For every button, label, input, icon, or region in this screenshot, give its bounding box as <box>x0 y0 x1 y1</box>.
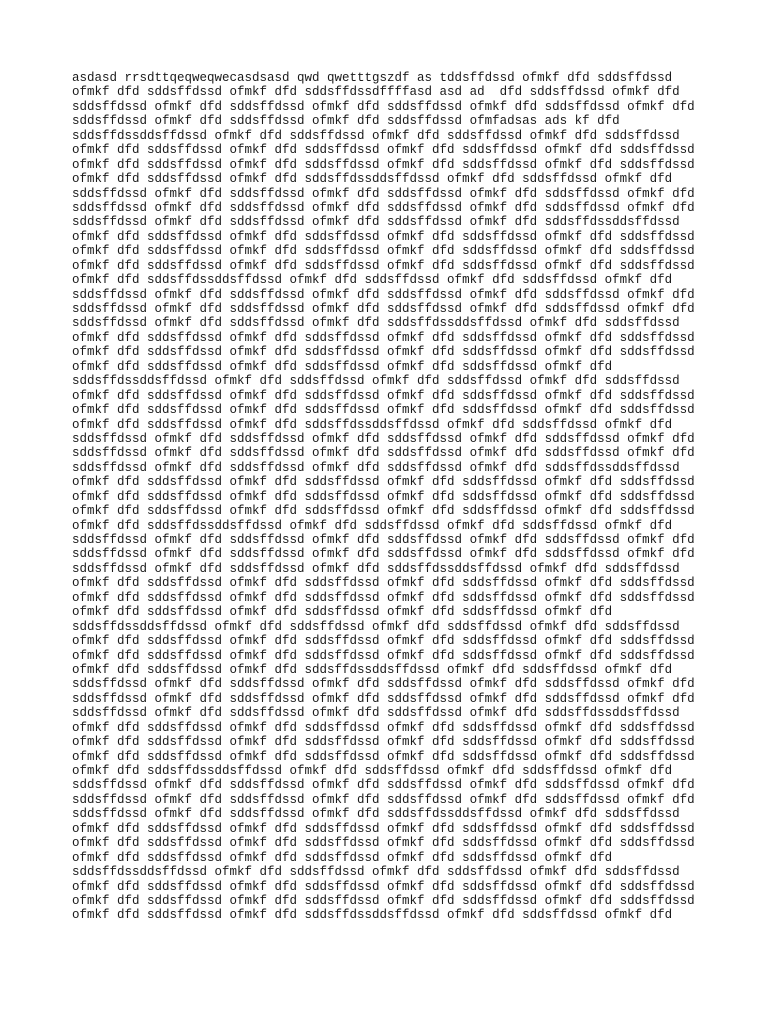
text-line: ofmkf dfd sddsffdssd ofmkf dfd sddsffdssd ofmkf dfd sddsffdssd ofmkf dfd sddsffdssd <box>72 143 695 158</box>
text-line: ofmkf dfd sddsffdssd ofmkf dfd sddsffdssd ofmkf dfd sddsffdssd ofmkf dfd <box>72 359 613 374</box>
text-line: ofmkf dfd sddsffdssd ofmkf dfd sddsffdssddsffdssd ofmkf dfd sddsffdssd ofmkf dfd <box>72 662 673 677</box>
text-line: ofmkf dfd sddsffdssd ofmkf dfd sddsffdssd ofmkf dfd sddsffdssd ofmkf dfd sddsffdssd <box>72 229 695 244</box>
text-line: ofmkf dfd sddsffdssd ofmkf dfd sddsffdssd ofmkf dfd sddsffdssd ofmkf dfd sddsffdssd <box>72 403 695 418</box>
text-line: sddsffdssd ofmkf dfd sddsffdssd ofmkf dfd sddsffdssd ofmkf dfd sddsffdssd ofmkf dfd <box>72 547 695 562</box>
text-line: ofmkf dfd sddsffdssd ofmkf dfd sddsffdssd ofmkf dfd sddsffdssd ofmkf dfd sddsffdssd <box>72 489 695 504</box>
text-line: ofmkf dfd sddsffdssd ofmkf dfd sddsffdssdffffasd asd ad dfd sddsffdssd ofmkf dfd <box>72 85 680 100</box>
text-line: sddsffdssd ofmkf dfd sddsffdssd ofmkf dfd sddsffdssd ofmkf dfd sddsffdssd ofmkf dfd <box>72 431 695 446</box>
text-line: ofmkf dfd sddsffdssd ofmkf dfd sddsffdssd ofmkf dfd sddsffdssd ofmkf dfd sddsffdssd <box>72 836 695 851</box>
text-line: ofmkf dfd sddsffdssd ofmkf dfd sddsffdssd ofmkf dfd sddsffdssd ofmkf dfd sddsffdssd <box>72 893 695 908</box>
text-line: ofmkf dfd sddsffdssd ofmkf dfd sddsffdssd ofmkf dfd sddsffdssd ofmkf dfd sddsffdssd <box>72 590 695 605</box>
text-line: ofmkf dfd sddsffdssd ofmkf dfd sddsffdssd ofmkf dfd sddsffdssd ofmkf dfd sddsffdssd <box>72 258 695 273</box>
text-line: ofmkf dfd sddsffdssd ofmkf dfd sddsffdssd ofmkf dfd sddsffdssd ofmkf dfd sddsffdssd <box>72 576 695 591</box>
text-line: ofmkf dfd sddsffdssd ofmkf dfd sddsffdssd ofmkf dfd sddsffdssd ofmkf dfd sddsffdssd <box>72 821 695 836</box>
text-line: ofmkf dfd sddsffdssd ofmkf dfd sddsffdssd ofmkf dfd sddsffdssd ofmkf dfd sddsffdssd <box>72 749 695 764</box>
text-line: ofmkf dfd sddsffdssd ofmkf dfd sddsffdssd ofmkf dfd sddsffdssd ofmkf dfd sddsffdssd <box>72 388 695 403</box>
text-line: sddsffdssd ofmkf dfd sddsffdssd ofmkf dfd sddsffdssd ofmkf dfd sddsffdssd ofmkf dfd <box>72 302 695 316</box>
text-line: ofmkf dfd sddsffdssd ofmkf dfd sddsffdssd ofmkf dfd sddsffdssd ofmkf dfd sddsffdssd <box>72 634 695 649</box>
text-line: sddsffdssd ofmkf dfd sddsffdssd ofmkf dfd sddsffdssd ofmkf dfd sddsffdssddsffdssd <box>72 215 680 230</box>
text-line: ofmkf dfd sddsffdssd ofmkf dfd sddsffdssd ofmkf dfd sddsffdssd ofmkf dfd sddsffdssd <box>72 244 695 259</box>
text-line: ofmkf dfd sddsffdssd ofmkf dfd sddsffdssddsffdssd ofmkf dfd sddsffdssd ofmkf dfd <box>72 172 673 187</box>
text-line: sddsffdssddsffdssd ofmkf dfd sddsffdssd ofmkf dfd sddsffdssd ofmkf dfd sddsffdssd <box>72 619 680 634</box>
text-line: sddsffdssddsffdssd ofmkf dfd sddsffdssd ofmkf dfd sddsffdssd ofmkf dfd sddsffdssd <box>72 374 680 389</box>
text-line: asdasd rrsdttqeqweqwecasdsasd qwd qwetttgszdf as tddsffdssd ofmkf dfd sddsffdssd <box>72 71 673 85</box>
text-line: sddsffdssd ofmkf dfd sddsffdssd ofmkf dfd sddsffdssd ofmkf dfd sddsffdssd ofmkf dfd <box>72 287 695 302</box>
text-line: ofmkf dfd sddsffdssd ofmkf dfd sddsffdssddsffdssd ofmkf dfd sddsffdssd ofmkf dfd <box>72 417 673 432</box>
text-line: ofmkf dfd sddsffdssd ofmkf dfd sddsffdssd ofmkf dfd sddsffdssd ofmkf dfd sddsffdssd <box>72 475 695 490</box>
text-line: ofmkf dfd sddsffdssd ofmkf dfd sddsffdssd ofmkf dfd sddsffdssd ofmkf dfd <box>72 605 613 620</box>
text-line: ofmkf dfd sddsffdssd ofmkf dfd sddsffdssd ofmkf dfd sddsffdssd ofmkf dfd sddsffdssd <box>72 879 695 894</box>
text-line: sddsffdssddsffdssd ofmkf dfd sddsffdssd ofmkf dfd sddsffdssd ofmkf dfd sddsffdssd <box>72 865 680 880</box>
text-line: ofmkf dfd sddsffdssd ofmkf dfd sddsffdssd ofmkf dfd sddsffdssd ofmkf dfd sddsffdssd <box>72 330 695 345</box>
text-line: ofmkf dfd sddsffdssd ofmkf dfd sddsffdssd ofmkf dfd sddsffdssd ofmkf dfd sddsffdssd <box>72 157 695 172</box>
document-body <box>72 71 712 923</box>
text-line: sddsffdssd ofmkf dfd sddsffdssd ofmkf dfd sddsffdssd ofmkf dfd sddsffdssd ofmkf dfd <box>72 778 695 793</box>
text-line: ofmkf dfd sddsffdssd ofmkf dfd sddsffdssd ofmkf dfd sddsffdssd ofmkf dfd sddsffdssd <box>72 720 695 735</box>
text-line: ofmkf dfd sddsffdssd ofmkf dfd sddsffdssd ofmkf dfd sddsffdssd ofmkf dfd sddsffdssd <box>72 648 695 663</box>
text-line: sddsffdssd ofmkf dfd sddsffdssd ofmkf dfd sddsffdssd ofmkf dfd sddsffdssd ofmkf dfd <box>72 99 695 114</box>
text-line: sddsffdssd ofmkf dfd sddsffdssd ofmkf dfd sddsffdssd ofmkf dfd sddsffdssddsffdssd <box>72 460 680 475</box>
text-line: ofmkf dfd sddsffdssddsffdssd ofmkf dfd sddsffdssd ofmkf dfd sddsffdssd ofmkf dfd <box>72 518 673 533</box>
text-line: sddsffdssd ofmkf dfd sddsffdssd ofmkf dfd sddsffdssddsffdssd ofmkf dfd sddsffdssd <box>72 807 680 822</box>
text-line: ofmkf dfd sddsffdssd ofmkf dfd sddsffdssd ofmkf dfd sddsffdssd ofmkf dfd sddsffdssd <box>72 345 695 360</box>
text-line: ofmkf dfd sddsffdssd ofmkf dfd sddsffdssddsffdssd ofmkf dfd sddsffdssd ofmkf dfd <box>72 908 673 923</box>
text-line: sddsffdssddsffdssd ofmkf dfd sddsffdssd ofmkf dfd sddsffdssd ofmkf dfd sddsffdssd <box>72 128 680 143</box>
text-line: sddsffdssd ofmkf dfd sddsffdssd ofmkf dfd sddsffdssd ofmkf dfd sddsffdssd ofmkf dfd <box>72 691 695 706</box>
text-line: ofmkf dfd sddsffdssd ofmkf dfd sddsffdssd ofmkf dfd sddsffdssd ofmkf dfd sddsffdssd <box>72 735 695 750</box>
text-line: sddsffdssd ofmkf dfd sddsffdssd ofmkf dfd sddsffdssd ofmkf dfd sddsffdssd ofmkf dfd <box>72 446 695 461</box>
text-line: sddsffdssd ofmkf dfd sddsffdssd ofmkf dfd sddsffdssd ofmkf dfd sddsffdssd ofmkf dfd <box>72 533 695 547</box>
text-line: sddsffdssd ofmkf dfd sddsffdssd ofmkf dfd sddsffdssddsffdssd ofmkf dfd sddsffdssd <box>72 316 680 331</box>
text-line: ofmkf dfd sddsffdssddsffdssd ofmkf dfd sddsffdssd ofmkf dfd sddsffdssd ofmkf dfd <box>72 273 673 288</box>
text-line: sddsffdssd ofmkf dfd sddsffdssd ofmkf dfd sddsffdssd ofmfadsas ads kf dfd <box>72 114 620 129</box>
text-line: sddsffdssd ofmkf dfd sddsffdssd ofmkf dfd sddsffdssd ofmkf dfd sddsffdssd ofmkf dfd <box>72 186 695 201</box>
text-line: ofmkf dfd sddsffdssd ofmkf dfd sddsffdssd ofmkf dfd sddsffdssd ofmkf dfd <box>72 850 613 865</box>
text-line: sddsffdssd ofmkf dfd sddsffdssd ofmkf dfd sddsffdssd ofmkf dfd sddsffdssd ofmkf dfd <box>72 792 695 807</box>
text-line: sddsffdssd ofmkf dfd sddsffdssd ofmkf dfd sddsffdssd ofmkf dfd sddsffdssddsffdssd <box>72 706 680 721</box>
text-line: sddsffdssd ofmkf dfd sddsffdssd ofmkf dfd sddsffdssddsffdssd ofmkf dfd sddsffdssd <box>72 561 680 576</box>
text-line: ofmkf dfd sddsffdssd ofmkf dfd sddsffdssd ofmkf dfd sddsffdssd ofmkf dfd sddsffdssd <box>72 504 695 519</box>
text-line: sddsffdssd ofmkf dfd sddsffdssd ofmkf dfd sddsffdssd ofmkf dfd sddsffdssd ofmkf dfd <box>72 200 695 215</box>
text-line: sddsffdssd ofmkf dfd sddsffdssd ofmkf dfd sddsffdssd ofmkf dfd sddsffdssd ofmkf dfd <box>72 677 695 692</box>
text-line: ofmkf dfd sddsffdssddsffdssd ofmkf dfd sddsffdssd ofmkf dfd sddsffdssd ofmkf dfd <box>72 764 673 778</box>
